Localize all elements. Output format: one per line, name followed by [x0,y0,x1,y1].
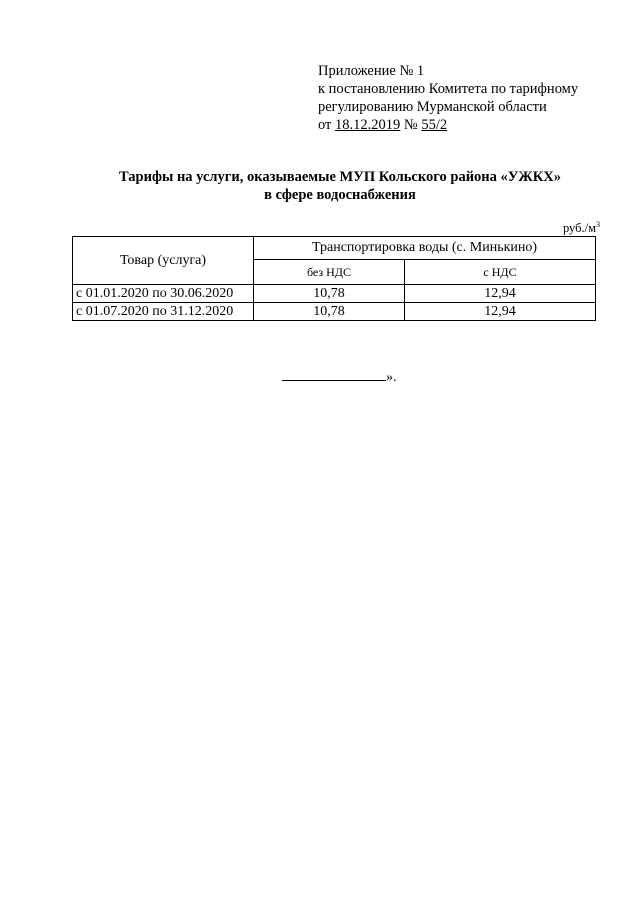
unit-exponent: 3 [596,220,600,229]
with-vat-cell: 12,94 [405,303,596,321]
date-prefix: от [318,117,336,133]
column-header-product: Товар (услуга) [73,237,254,285]
title-line-1: Тарифы на услуги, оказываемые МУП Кольского района «УЖКХ» [118,169,561,185]
appendix-block [318,62,578,134]
with-vat-cell: 12,94 [405,285,596,303]
without-vat-cell: 10,78 [254,303,405,321]
table-row [73,285,596,303]
without-vat-cell: 10,78 [254,285,405,303]
signature-line [282,371,386,381]
unit-text: руб./м [562,221,596,236]
tariff-table [72,236,596,321]
period-cell: с 01.01.2020 по 30.06.2020 [73,285,254,303]
appendix-line-3: регулированию Мурманской области [318,99,547,115]
title-line-2: в сфере водоснабжения [264,187,416,203]
column-group-header: Транспортировка воды (с. Минькино) [254,237,596,260]
appendix-date-line [318,116,578,134]
subheader-without-vat: без НДС [254,260,405,285]
resolution-date: 18.12.2019 [335,117,401,133]
resolution-number: 55/2 [421,117,448,133]
appendix-line-2: к постановлению Комитета по тарифному [318,81,579,97]
period-cell: с 01.07.2020 по 31.12.2020 [73,303,254,321]
document-title [60,168,620,204]
closing-quote: ». [386,370,397,385]
number-sign: № [400,117,422,133]
appendix-line-1: Приложение № 1 [318,63,425,79]
table-row [73,303,596,321]
table-header-row [73,237,596,260]
closing-line [282,370,397,386]
subheader-with-vat: с НДС [405,260,596,285]
unit-label [563,220,600,236]
